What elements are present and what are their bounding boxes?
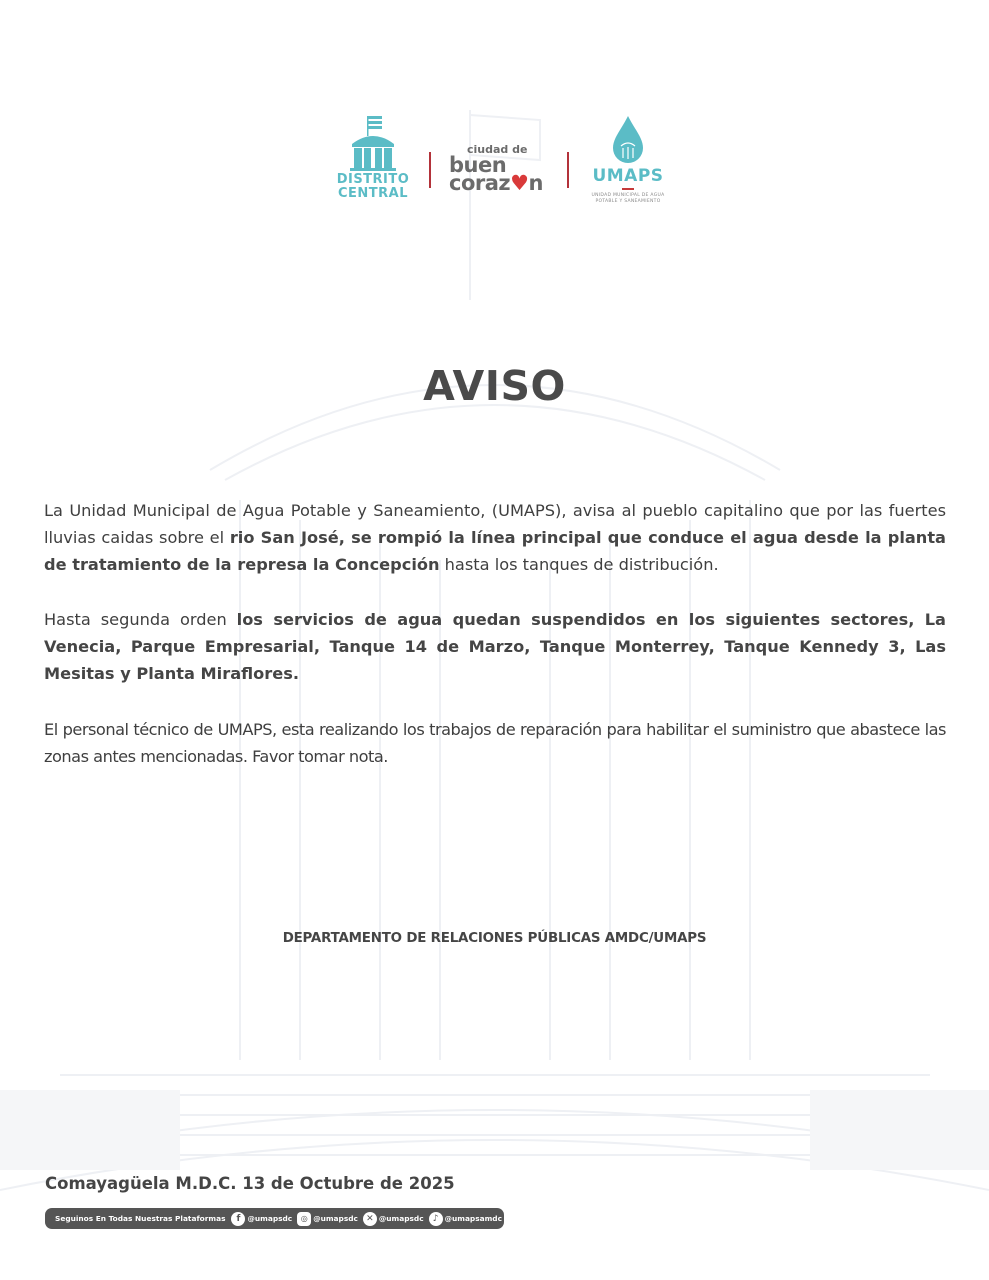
instagram-icon: ◎ — [297, 1212, 311, 1226]
logo-separator — [567, 152, 569, 188]
facebook-icon: f — [231, 1212, 245, 1226]
umaps-subtitle: UNIDAD MUNICIPAL DE AGUA — [591, 193, 665, 198]
buen-text: buen — [449, 153, 507, 177]
page-title: AVISO — [423, 362, 566, 410]
municipal-building-icon — [328, 114, 418, 172]
distrito-central-logo — [328, 114, 418, 204]
umaps-logo — [583, 114, 673, 206]
social-media-bar — [45, 1208, 504, 1229]
instagram-handle[interactable]: @umapsdc — [313, 1214, 358, 1223]
logo-separator — [429, 152, 431, 188]
social-x[interactable] — [363, 1212, 424, 1226]
social-lead-text: Seguinos En Todas Nuestras Plataformas — [55, 1214, 226, 1223]
heart-icon: ♥ — [510, 171, 529, 195]
umaps-underline — [622, 188, 634, 190]
distrito-text: DISTRITO — [336, 172, 410, 187]
umaps-subtitle: POTABLE Y SANEAMIENTO — [595, 199, 661, 204]
header-logos — [0, 112, 989, 212]
signature-department: DEPARTAMENTO DE RELACIONES PÚBLICAS AMDC/UMAPS — [282, 931, 707, 946]
notice-paragraph-2: Hasta segunda orden los servicios de agua quedan suspendidos en los siguientes sectores, La Venecia, Parque Empresarial, Tanque 14 de Marzo, Tanque Monterrey, Tanque Kennedy 3, Las Mesitas y Planta Miraflores. — [44, 610, 946, 683]
corazon-text: coraz♥n — [449, 171, 543, 195]
x-icon: ✕ — [363, 1212, 377, 1226]
central-text: CENTRAL — [337, 186, 409, 201]
water-drop-icon — [583, 114, 673, 166]
social-instagram[interactable] — [297, 1212, 358, 1226]
notice-paragraph-1: La Unidad Municipal de Agua Potable y Saneamiento, (UMAPS), avisa al pueblo capitalino que por las fuertes lluvias caidas sobre el rio San José, se rompió la línea principal que conduce el agua desde la planta de tratamiento de la represa la Concepción hasta los tanques de distribución. — [44, 501, 946, 574]
tiktok-icon: ♪ — [429, 1212, 443, 1226]
ciudad-de-text: ciudad de — [467, 143, 528, 156]
umaps-wordmark: UMAPS — [592, 166, 664, 186]
facebook-handle[interactable]: @umapsdc — [247, 1214, 293, 1223]
date-line: Comayagüela M.D.C. 13 de Octubre de 2025 — [45, 1174, 455, 1193]
x-handle[interactable]: @umapsdc — [378, 1214, 424, 1223]
social-tiktok[interactable] — [429, 1212, 502, 1226]
tiktok-handle[interactable]: @umapsamdc — [444, 1214, 502, 1223]
ciudad-buen-corazon-logo — [445, 142, 560, 202]
social-facebook[interactable] — [231, 1212, 292, 1226]
notice-paragraph-3: El personal técnico de UMAPS, esta realizando los trabajos de reparación para habilitar el suministro que abastece las zonas antes mencionadas. Favor tomar nota. — [44, 720, 946, 766]
